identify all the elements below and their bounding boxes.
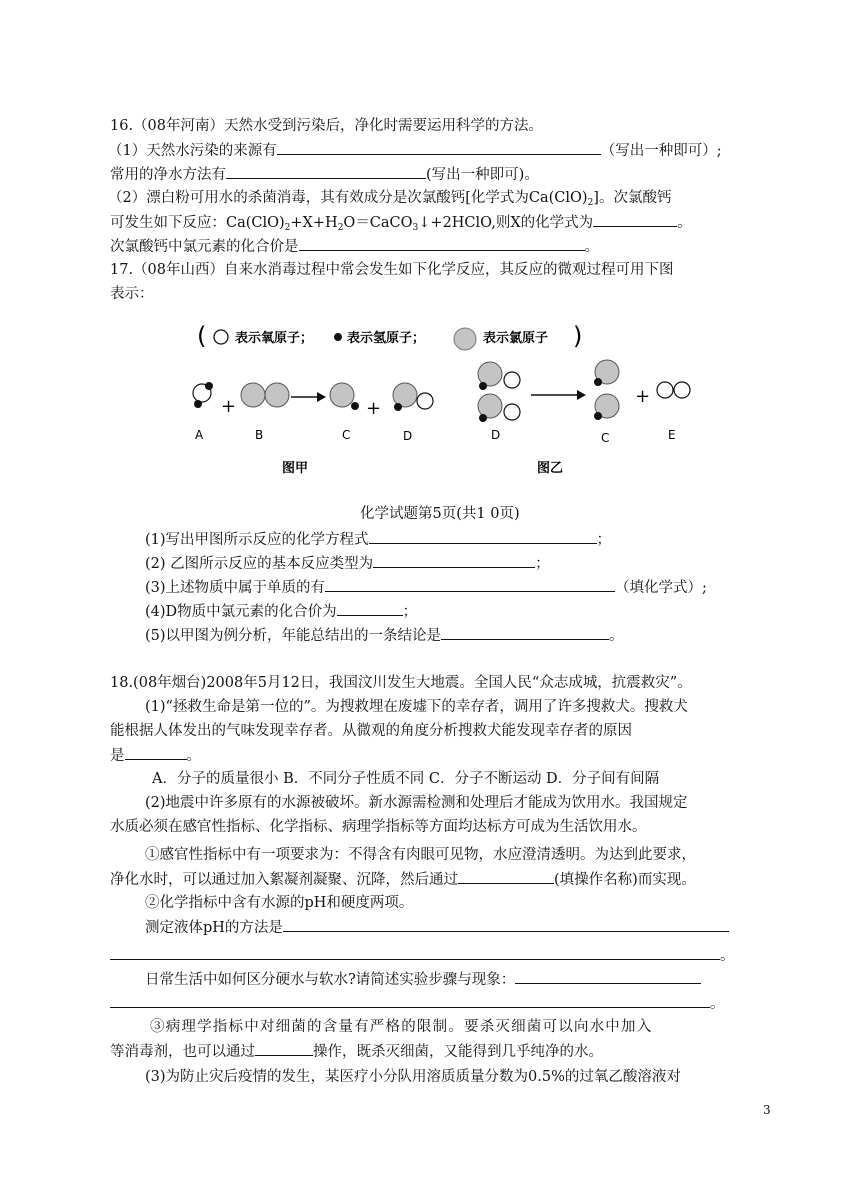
molecule-c	[330, 383, 359, 410]
legend-open-paren: (	[197, 322, 207, 350]
q17-sub3: (3)上述物质中属于单质的有 （填化学式）;	[145, 577, 707, 598]
figure-a-caption: 图甲	[282, 461, 309, 476]
legend-chlorine: 表示氯原子	[483, 331, 549, 346]
q18-p13: ③病理学指标中对细菌的含量有严格的限制。要杀灭细菌可以向水中加入	[150, 1019, 653, 1035]
answer-blank[interactable]	[226, 164, 426, 179]
plus-sign: +	[366, 398, 382, 419]
molecule-d-top	[478, 362, 520, 390]
q18-p3: 是 。	[110, 745, 201, 766]
reaction-diagram-svg	[185, 318, 725, 478]
q18-p5: 水质必须在感官性指标、化学指标、病理学指标等方面均达标方可成为生活饮用水。	[110, 819, 647, 835]
answer-blank[interactable]	[458, 869, 554, 884]
q18-p8: ②化学指标中含有水源的pH和硬度两项。	[145, 895, 414, 911]
answer-blank[interactable]	[593, 212, 677, 227]
q18-p15: (3)为防止灾后疫情的发生，某医疗小分队用溶质质量分数为0.5%的过氧乙酸溶液对	[145, 1069, 681, 1085]
q16-line2: 常用的净水方法有 (写出一种即可)。	[110, 164, 539, 185]
answer-blank[interactable]	[515, 969, 701, 984]
q18-options: A．分子的质量很小 B．不同分子性质不同 C．分子不断运动 D．分子间有间隔	[152, 771, 660, 787]
q16-line3: （2）漂白粉可用水的杀菌消毒，其有效成分是次氯酸钙[化学式为$Ca(ClO)_2$]。次氯酸钙	[108, 190, 672, 208]
oxygen-atom-icon	[214, 330, 228, 344]
label-a: A	[195, 428, 204, 442]
q17-sub2: (2) 乙图所示反应的基本反应类型为 ；	[145, 553, 550, 574]
answer-blank[interactable]	[369, 529, 597, 544]
q17-title-cont: 表示：	[110, 286, 154, 302]
q18-p6: ①感官性指标中有一项要求为：不得含有肉眼可见物，水应澄清透明。为达到此要求，	[145, 847, 696, 863]
answer-blank[interactable]	[110, 993, 710, 1008]
q18-p4: (2)地震中许多原有的水源被破坏。新水源需检测和处理后才能成为饮用水。我国规定	[145, 795, 688, 811]
label-d2: D	[491, 428, 501, 442]
legend-hydrogen: 表示氢原子；	[347, 331, 426, 346]
q16-line5: 次氯酸钙中氯元素的化合价是 。	[110, 236, 599, 257]
answer-blank[interactable]	[277, 140, 601, 155]
label-c: C	[342, 428, 351, 442]
answer-blank[interactable]	[255, 1041, 313, 1056]
q16-title: 16.（08年河南）天然水受到污染后，净化时需要运用科学的方法。	[110, 118, 544, 134]
molecule-d	[393, 383, 433, 411]
reaction-arrow-b	[531, 390, 586, 400]
q18-p7: 净化水时，可以通过加入絮凝剂凝聚、沉降，然后通过 (填操作名称)而实现。	[110, 869, 696, 890]
q17-sub1: (1)写出甲图所示反应的化学方程式 ；	[145, 529, 611, 550]
answer-blank[interactable]	[373, 553, 535, 568]
molecule-e-oxygen	[657, 382, 690, 398]
reaction-arrow-a	[291, 392, 326, 402]
q18-p11: 日常生活中如何区分硬水与软水?请简述实验步骤与现象：	[145, 969, 701, 990]
hydrogen-atom-icon	[334, 333, 342, 341]
molecule-c-top	[594, 360, 619, 386]
q16-line4: 可发生如下反应：$Ca(ClO)_2+X+H_2O=CaCO_3↓+2HClO$,则X的化学式为 。	[110, 212, 692, 238]
q18-p2: 能根据人体发出的气味发现幸存者。从微观的角度分析搜救犬能发现幸存者的原因	[110, 723, 632, 739]
plus-sign: +	[221, 396, 237, 417]
q17-sub5: (5)以甲图为例分析，年能总结出的一条结论是 。	[145, 625, 624, 646]
q18-p9: 测定液体pH的方法是	[145, 917, 729, 938]
molecule-c-bottom	[594, 394, 619, 420]
label-b: B	[255, 428, 264, 442]
q18-p12: 。	[110, 993, 725, 1014]
page-footer-text: 化学试题第5页(共1 0页)	[360, 506, 520, 522]
answer-blank[interactable]	[299, 236, 585, 251]
q17-sub4: (4)D物质中氯元素的化合价为 ；	[145, 601, 417, 622]
answer-blank[interactable]	[125, 745, 187, 760]
q18-title: 18.(08年烟台)2008年5月12日，我国汶川发生大地震。全国人民“众志成城，抗震救灾”。	[110, 675, 692, 691]
plus-sign: +	[635, 386, 651, 407]
answer-blank[interactable]	[325, 577, 615, 592]
answer-blank[interactable]	[441, 625, 609, 640]
label-e: E	[668, 428, 676, 442]
label-d: D	[403, 429, 413, 443]
molecule-b-chlorine	[241, 383, 289, 407]
reaction-diagram	[185, 318, 725, 478]
q16-line1: （1）天然水污染的来源有 （写出一种即可）;	[108, 140, 722, 161]
figure-b-caption: 图乙	[537, 461, 564, 476]
q18-p14: 等消毒剂，也可以通过 操作，既杀灭细菌，又能得到几乎纯净的水。	[110, 1041, 603, 1062]
q18-p10: 。	[110, 945, 735, 966]
legend-oxygen: 表示氧原子；	[235, 331, 314, 346]
answer-blank[interactable]	[110, 945, 720, 960]
answer-blank[interactable]	[283, 917, 729, 932]
answer-blank[interactable]	[337, 601, 403, 616]
label-c2: C	[601, 431, 610, 445]
molecule-d-bottom	[478, 394, 520, 422]
molecule-a-water	[193, 382, 213, 408]
chlorine-atom-icon	[454, 328, 476, 350]
q17-title: 17.（08年山西）自来水消毒过程中常会发生如下化学反应，其反应的微观过程可用下图	[110, 262, 674, 278]
q18-p1: (1)“拯救生命是第一位的”。为搜救埋在废墟下的幸存者，调用了许多搜救犬。搜救犬	[145, 699, 688, 715]
page-number: 3	[763, 1103, 771, 1117]
legend-close-paren: )	[573, 322, 583, 350]
